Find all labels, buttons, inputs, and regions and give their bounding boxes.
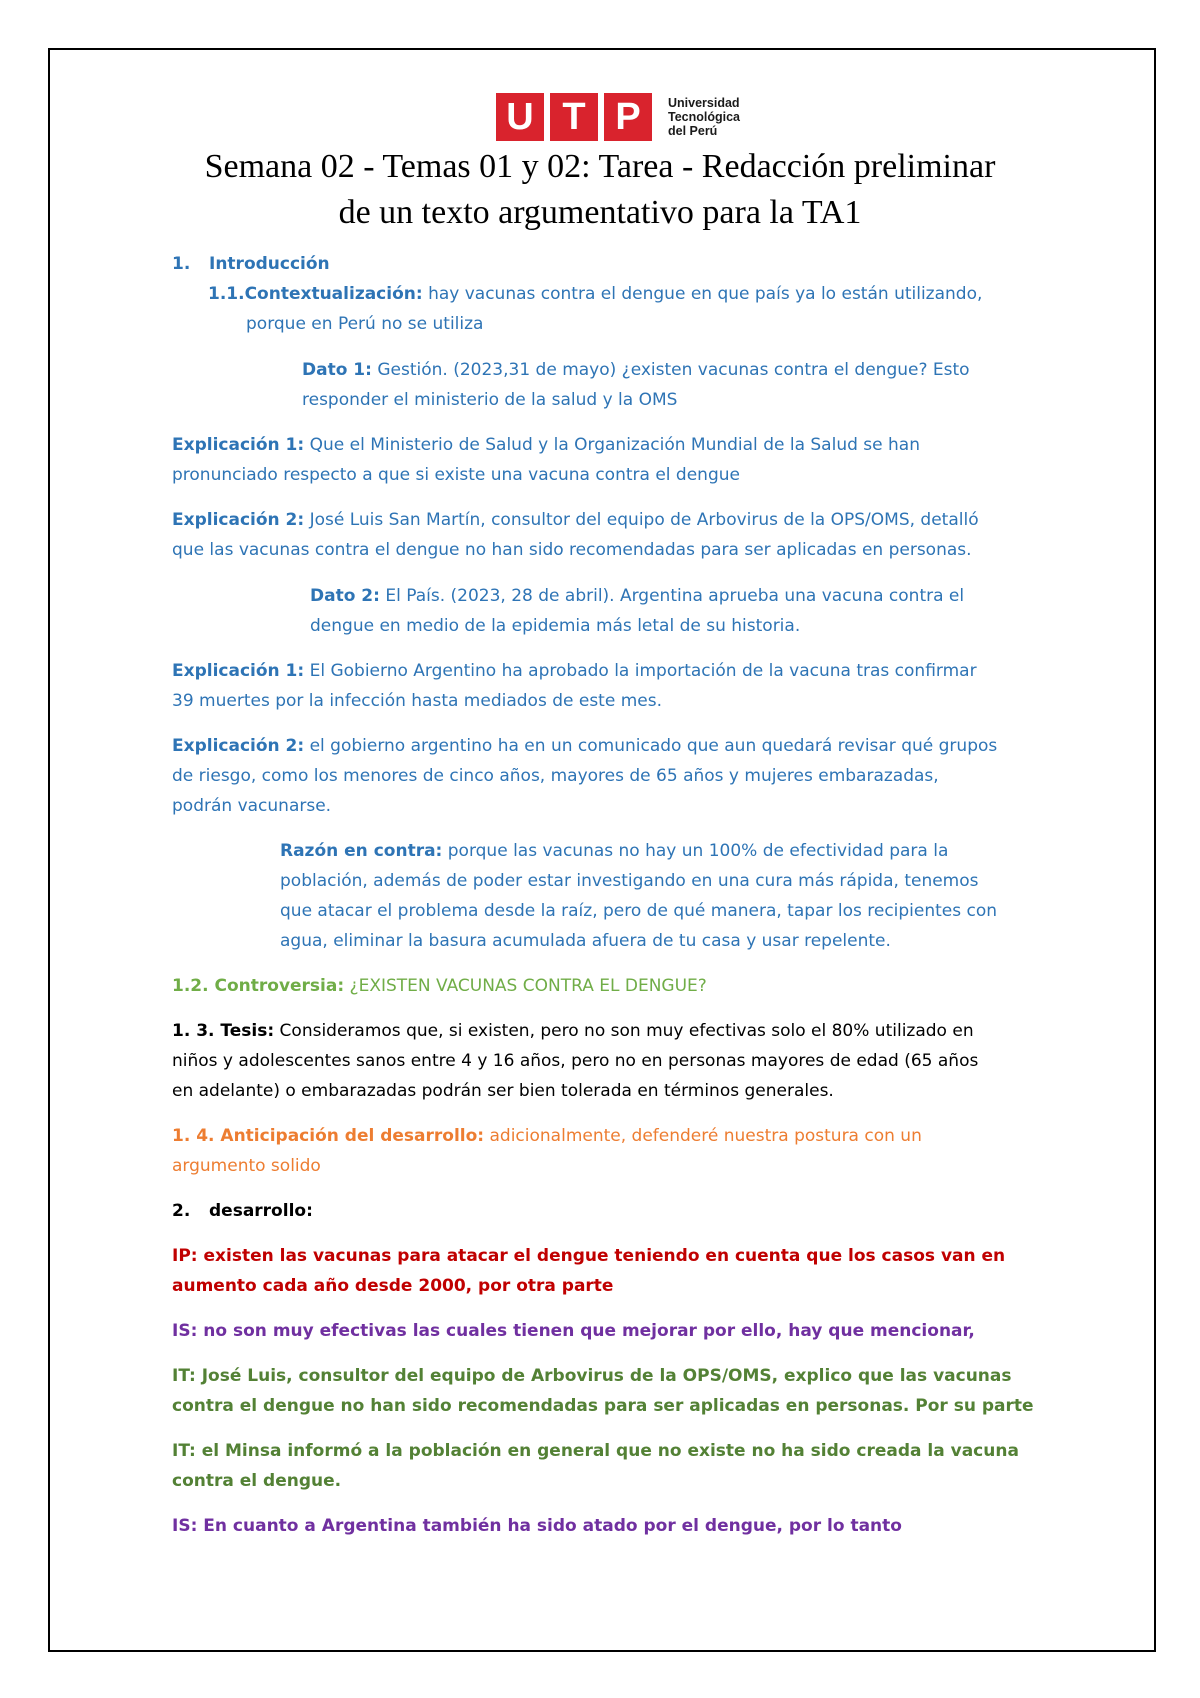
- logo-line-3: del Perú: [668, 124, 718, 138]
- controversia-line: [172, 971, 707, 1001]
- tesis-text-1: Consideramos que, si existen, pero no son muy efectivas solo el 80% utilizado en: [274, 1021, 974, 1041]
- it2-line-1: IT: el Minsa informó a la población en general que no existe no ha sido creada la vacuna: [172, 1441, 1019, 1461]
- it1-line-1: IT: José Luis, consultor del equipo de Arbovirus de la OPS/OMS, explico que las vacunas: [172, 1366, 1012, 1386]
- is2-text: En cuanto a Argentina también ha sido atado por el dengue, por lo tanto: [197, 1516, 902, 1536]
- tesis-label: 1. 3. Tesis:: [172, 1021, 275, 1041]
- document-title: [100, 144, 1100, 236]
- is1-line: [172, 1316, 975, 1346]
- razon-label: Razón en contra:: [280, 841, 443, 861]
- title-line-1: Semana 02 - Temas 01 y 02: Tarea - Redacción preliminar: [204, 148, 996, 185]
- dato2-line-1: [310, 581, 964, 611]
- explicacion2a-line-1: [172, 505, 979, 535]
- dato1-label: Dato 1:: [302, 360, 372, 380]
- contextualizacion-line-2: porque en Perú no se utiliza: [246, 314, 484, 334]
- explicacion1b-line-1: [172, 656, 977, 686]
- controversia-text: ¿EXISTEN VACUNAS CONTRA EL DENGUE?: [344, 976, 707, 996]
- section-desarrollo-number: 2.: [172, 1201, 191, 1221]
- dato2-text-1: El País. (2023, 28 de abril). Argentina aprueba una vacuna contra el: [379, 586, 965, 606]
- razon-line-1: [280, 836, 948, 866]
- explicacion2a-line-2: que las vacunas contra el dengue no han sido recomendadas para ser aplicadas en personas.: [172, 540, 972, 560]
- razon-line-4: agua, eliminar la basura acumulada afuera de tu casa y usar repelente.: [280, 931, 891, 951]
- tesis-line-2: niños y adolescentes sanos entre 4 y 16 años, pero no en personas mayores de edad (65 años: [172, 1051, 979, 1071]
- explicacion2a-text-1: José Luis San Martín, consultor del equipo de Arbovirus de la OPS/OMS, detalló: [304, 510, 979, 530]
- explicacion2b-label: Explicación 2:: [172, 736, 305, 756]
- title-line-2: de un texto argumentativo para la TA1: [338, 194, 862, 231]
- anticipacion-line-2: argumento solido: [172, 1156, 321, 1176]
- explicacion2b-line-1: [172, 731, 997, 761]
- dato1-line-1: [302, 355, 970, 385]
- explicacion2b-line-3: podrán vacunarse.: [172, 796, 332, 816]
- logo-letter-u: U: [496, 93, 544, 141]
- contextualizacion-label: Contextualización:: [244, 284, 423, 304]
- razon-text-1: porque las vacunas no hay un 100% de efectividad para la: [442, 841, 949, 861]
- anticipacion-line-1: [172, 1121, 922, 1151]
- explicacion1a-line-1: [172, 430, 920, 460]
- anticipacion-label: 1. 4. Anticipación del desarrollo:: [172, 1126, 485, 1146]
- logo-line-1: Universidad: [668, 96, 740, 110]
- explicacion2a-label: Explicación 2:: [172, 510, 305, 530]
- is2-line: [172, 1511, 902, 1541]
- dato2-label: Dato 2:: [310, 586, 380, 606]
- explicacion1a-line-2: pronunciado respecto a que si existe una vacuna contra el dengue: [172, 465, 740, 485]
- dato1-text-1: Gestión. (2023,31 de mayo) ¿existen vacunas contra el dengue? Esto: [371, 360, 970, 380]
- contextualizacion-number: 1.1.: [208, 284, 245, 304]
- contextualizacion-text-1: hay vacunas contra el dengue en que país ya lo están utilizando,: [422, 284, 983, 304]
- is2-label: IS:: [172, 1516, 198, 1536]
- ip-line-1: IP: existen las vacunas para atacar el dengue teniendo en cuenta que los casos van en: [172, 1246, 1006, 1266]
- utp-logo: [496, 92, 740, 142]
- anticipacion-text-1: adicionalmente, defenderé nuestra postura con un: [484, 1126, 922, 1146]
- tesis-line-1: [172, 1016, 974, 1046]
- it2-line-2: contra el dengue.: [172, 1471, 342, 1491]
- razon-line-3: que atacar el problema desde la raíz, pero de qué manera, tapar los recipientes con: [280, 901, 998, 921]
- it1-line-2: contra el dengue no han sido recomendadas para ser aplicadas en personas. Por su parte: [172, 1396, 1034, 1416]
- explicacion1b-text-1: El Gobierno Argentino ha aprobado la importación de la vacuna tras confirmar: [304, 661, 977, 681]
- explicacion1b-label: Explicación 1:: [172, 661, 305, 681]
- controversia-label: 1.2. Controversia:: [172, 976, 345, 996]
- section-intro-heading: Introducción: [209, 254, 330, 274]
- dato2-line-2: dengue en medio de la epidemia más letal de su historia.: [310, 616, 801, 636]
- section-desarrollo-heading: desarrollo:: [209, 1201, 313, 1221]
- logo-university-name: [668, 96, 740, 138]
- section-intro-number: 1.: [172, 254, 191, 274]
- explicacion1a-label: Explicación 1:: [172, 435, 305, 455]
- logo-letter-p: P: [604, 93, 652, 141]
- contextualizacion-line-1: [208, 279, 982, 309]
- razon-line-2: población, además de poder estar investigando en una cura más rápida, tenemos: [280, 871, 979, 891]
- explicacion1b-line-2: 39 muertes por la infección hasta mediados de este mes.: [172, 691, 662, 711]
- logo-letter-t: T: [550, 93, 598, 141]
- logo-line-2: Tecnológica: [668, 110, 741, 124]
- explicacion1a-text-1: Que el Ministerio de Salud y la Organización Mundial de la Salud se han: [304, 435, 920, 455]
- dato1-line-2: responder el ministerio de la salud y la OMS: [302, 390, 678, 410]
- tesis-line-3: en adelante) o embarazadas podrán ser bien tolerada en términos generales.: [172, 1081, 834, 1101]
- is1-label: IS:: [172, 1321, 198, 1341]
- ip-line-2: aumento cada año desde 2000, por otra parte: [172, 1276, 614, 1296]
- is1-text: no son muy efectivas las cuales tienen que mejorar por ello, hay que mencionar,: [197, 1321, 975, 1341]
- explicacion2b-line-2: de riesgo, como los menores de cinco años, mayores de 65 años y mujeres embarazadas,: [172, 766, 939, 786]
- explicacion2b-text-1: el gobierno argentino ha en un comunicado que aun quedará revisar qué grupos: [304, 736, 998, 756]
